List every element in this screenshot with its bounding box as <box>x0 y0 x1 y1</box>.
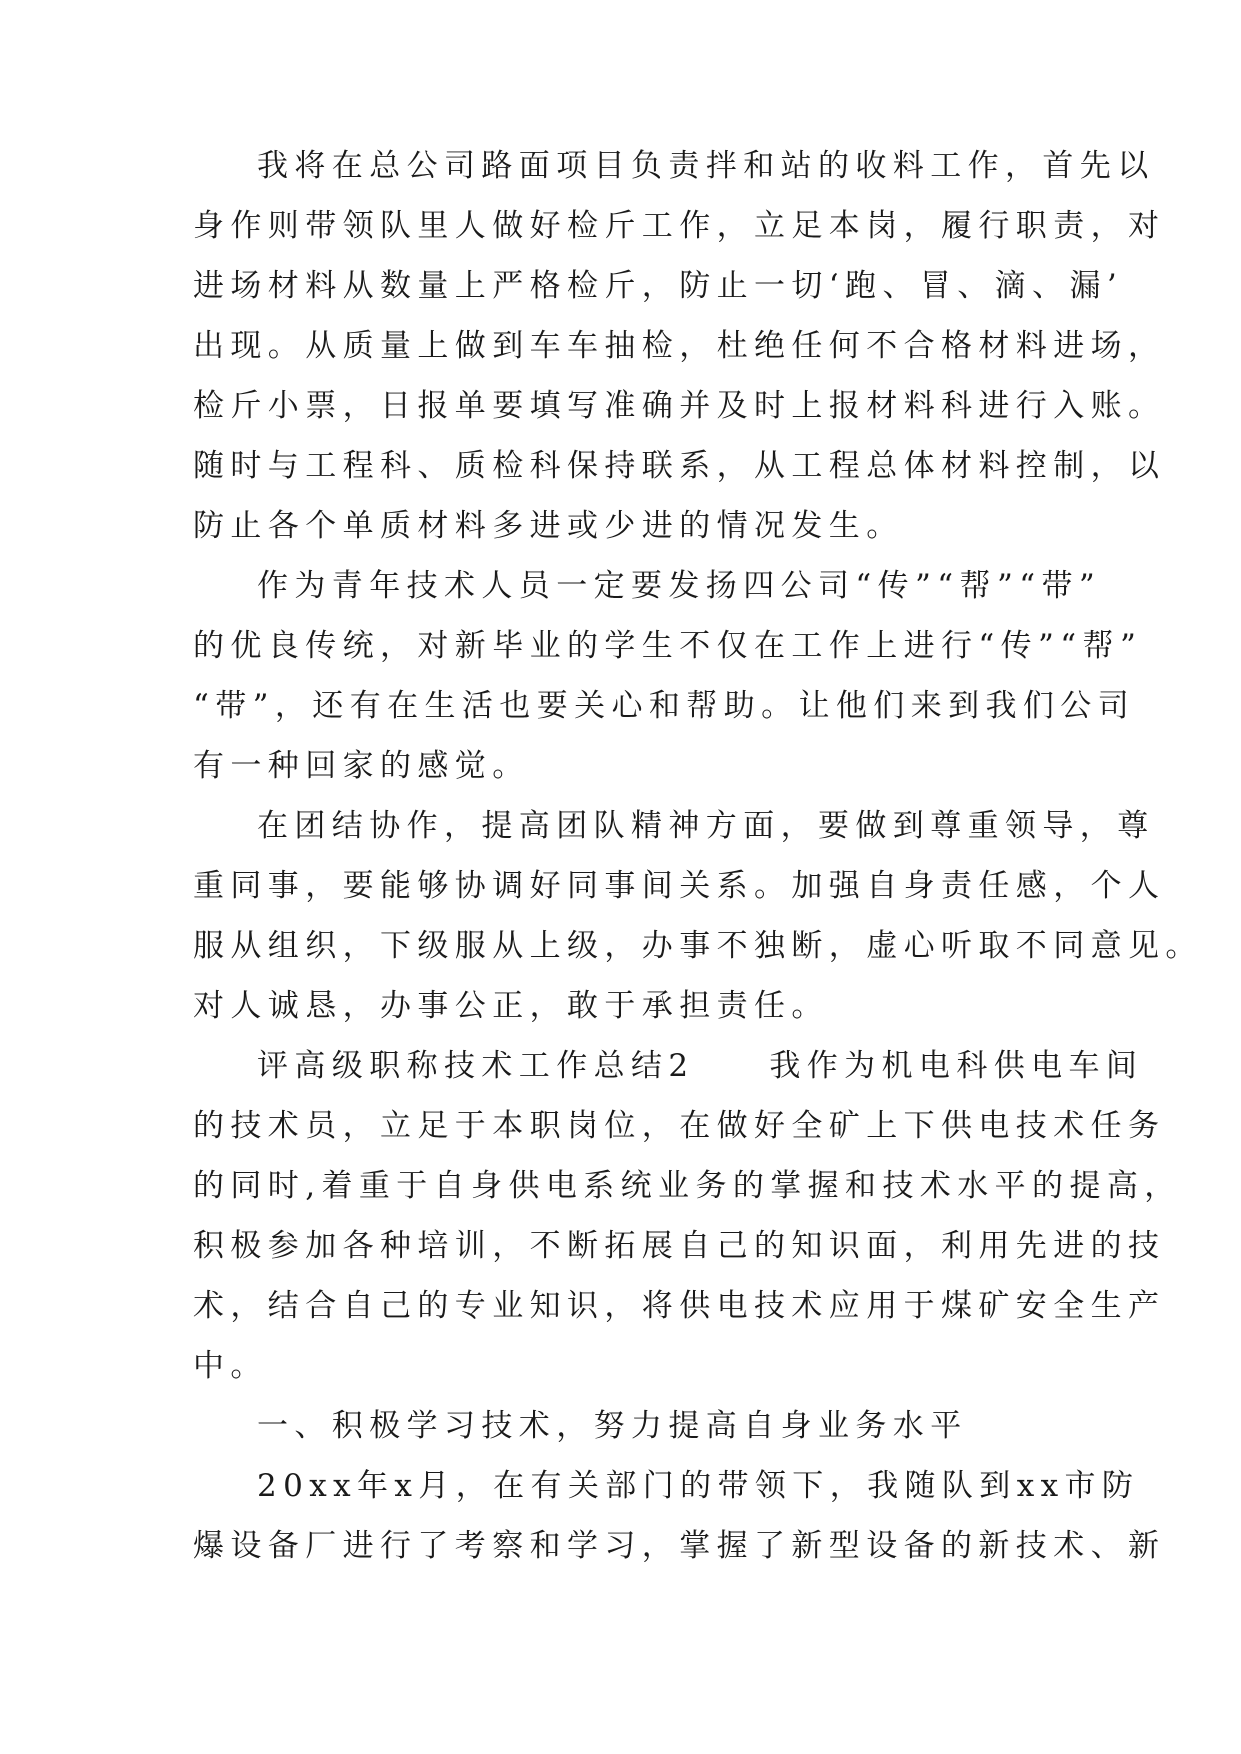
paragraph-line: 积极参加各种培训，不断拓展自己的知识面，利用先进的技 <box>193 1228 1166 1264</box>
paragraph-line: 重同事，要能够协调好同事间关系。加强自身责任感，个人 <box>193 868 1166 904</box>
paragraph-line: 的技术员，立足于本职岗位，在做好全矿上下供电技术任务 <box>193 1108 1166 1144</box>
paragraph-line: 评高级职称技术工作总结2 我作为机电科供电车间 <box>257 1048 1144 1084</box>
paragraph-line: 对人诚恳，办事公正，敢于承担责任。 <box>193 988 829 1024</box>
paragraph-line: 出现。从质量上做到车车抽检，杜绝任何不合格材料进场， <box>193 328 1166 364</box>
paragraph-line: 术，结合自己的专业知识，将供电技术应用于煤矿安全生产 <box>193 1288 1166 1324</box>
paragraph-line: 在团结协作，提高团队精神方面，要做到尊重领导，尊 <box>257 808 1155 844</box>
paragraph-line: 检斤小票，日报单要填写准确并及时上报材料科进行入账。 <box>193 388 1166 424</box>
paragraph-line: 身作则带领队里人做好检斤工作，立足本岗，履行职责，对 <box>193 208 1166 244</box>
paragraph-line: 有一种回家的感觉。 <box>193 748 530 784</box>
paragraph-line: 随时与工程科、质检科保持联系，从工程总体材料控制，以 <box>193 448 1166 484</box>
paragraph-line: 爆设备厂进行了考察和学习，掌握了新型设备的新技术、新 <box>193 1528 1166 1564</box>
paragraph-line: 的同时,着重于自身供电系统业务的掌握和技术水平的提高， <box>193 1168 1182 1204</box>
paragraph-line: 中。 <box>193 1348 268 1384</box>
paragraph-line: 的优良传统，对新毕业的学生不仅在工作上进行“传”“帮” <box>193 628 1143 664</box>
section-heading: 一、积极学习技术，努力提高自身业务水平 <box>257 1408 968 1444</box>
paragraph-line: 作为青年技术人员一定要发扬四公司“传”“帮”“带” <box>257 568 1102 604</box>
paragraph-line: 防止各个单质材料多进或少进的情况发生。 <box>193 508 904 544</box>
paragraph-line: 20xx年x月，在有关部门的带领下，我随队到xx市防 <box>257 1468 1140 1504</box>
paragraph-line: 我将在总公司路面项目负责拌和站的收料工作，首先以 <box>257 148 1155 184</box>
paragraph-line: “带”，还有在生活也要关心和帮助。让他们来到我们公司 <box>193 688 1136 724</box>
paragraph-line: 进场材料从数量上严格检斤，防止一切‘跑、冒、滴、漏’ <box>193 268 1124 304</box>
paragraph-line: 服从组织，下级服从上级，办事不独断，虚心听取不同意见。 <box>193 928 1203 964</box>
